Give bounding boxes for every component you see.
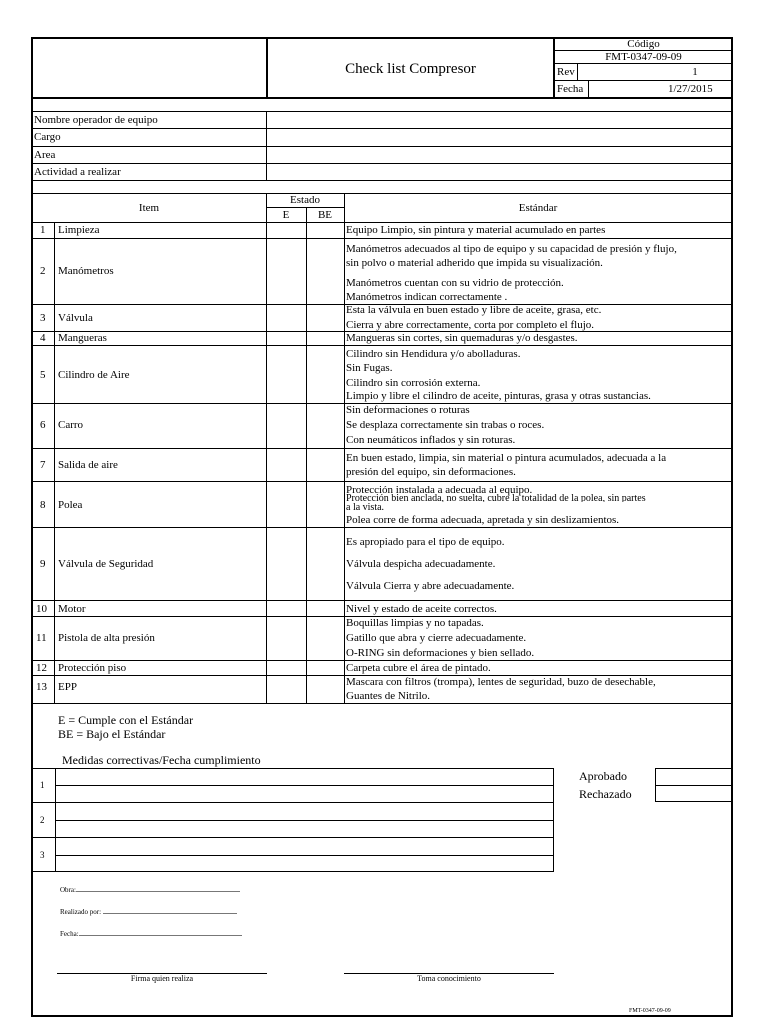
item-standard: Polea corre de forma adecuada, apretada y sin deslizamientos. bbox=[346, 514, 620, 526]
item-name: Manómetros bbox=[58, 265, 114, 277]
table-line bbox=[306, 207, 307, 703]
item-number: 12 bbox=[36, 662, 47, 674]
corrective-field-1[interactable] bbox=[56, 769, 553, 801]
item-standard: Protección instalada a adecuada al equipo. bbox=[346, 484, 533, 496]
table-line bbox=[32, 448, 732, 449]
header-line bbox=[577, 63, 578, 80]
table-line bbox=[32, 600, 732, 601]
item-standard: Sin Fugas. bbox=[346, 362, 393, 374]
fecha-small-label: Fecha: bbox=[60, 930, 79, 938]
item-standard: Carpeta cubre el área de pintado. bbox=[346, 662, 491, 674]
item-standard: Es apropiado para el tipo de equipo. bbox=[346, 536, 505, 548]
item-standard: Con neumáticos inflados y sin roturas. bbox=[346, 434, 516, 446]
item-standard: Se desplaza correctamente sin trabas o roces. bbox=[346, 419, 545, 431]
header-line bbox=[554, 80, 732, 81]
item-number: 9 bbox=[40, 558, 46, 570]
info-label-nombre: Nombre operador de equipo bbox=[34, 114, 158, 126]
aprobado-label: Aprobado bbox=[579, 769, 627, 783]
item-number: 4 bbox=[40, 332, 46, 344]
form-title: Check list Compresor bbox=[345, 61, 476, 77]
item-number: 10 bbox=[36, 603, 47, 615]
table-line bbox=[266, 207, 344, 208]
item-name: Mangueras bbox=[58, 332, 107, 344]
rechazado-label: Rechazado bbox=[579, 787, 632, 801]
realizado-line[interactable] bbox=[103, 913, 237, 914]
item-standard: presión del equipo, sin deformaciones. bbox=[346, 466, 516, 478]
item-number: 8 bbox=[40, 499, 46, 511]
item-name: Polea bbox=[58, 499, 83, 511]
item-name: Salida de aire bbox=[58, 459, 118, 471]
item-number: 6 bbox=[40, 419, 46, 431]
col-header-estado: Estado bbox=[290, 194, 320, 206]
corrective-row-number: 3 bbox=[40, 850, 45, 860]
item-name: Motor bbox=[58, 603, 86, 615]
corrective-row-number: 2 bbox=[40, 815, 45, 825]
item-name: Limpieza bbox=[58, 224, 100, 236]
item-standard: Manómetros cuentan con su vidrio de protección. bbox=[346, 277, 564, 289]
header-line bbox=[588, 80, 589, 97]
item-standard: Esta la válvula en buen estado y libre de aceite, grasa, etc. bbox=[346, 304, 602, 316]
info-field-nombre[interactable] bbox=[268, 112, 731, 128]
corrective-row-number: 1 bbox=[40, 780, 45, 790]
item-standard: Cilindro sin Hendidura y/o abolladuras. bbox=[346, 348, 521, 360]
item-standard: Limpio y libre el cilindro de aceite, pinturas, grasa y otras sustancias. bbox=[346, 390, 651, 402]
item-name: Válvula de Seguridad bbox=[58, 558, 154, 570]
codigo-label: Código bbox=[627, 38, 660, 50]
table-line bbox=[32, 222, 732, 223]
table-line bbox=[266, 111, 267, 180]
table-line bbox=[655, 785, 732, 786]
footer-code: FMT-0347-09-09 bbox=[629, 1008, 671, 1014]
item-standard: Manómetros adecuados al tipo de equipo y su capacidad de presión y flujo, bbox=[346, 243, 677, 255]
legend-be: BE = Bajo el Estándar bbox=[58, 727, 166, 741]
item-standard: Nivel y estado de aceite correctos. bbox=[346, 603, 497, 615]
item-1-be-cell[interactable] bbox=[307, 223, 343, 238]
table-line bbox=[32, 481, 732, 482]
info-field-actividad[interactable] bbox=[268, 164, 731, 180]
info-field-cargo[interactable] bbox=[268, 129, 731, 145]
obra-line[interactable] bbox=[76, 891, 240, 892]
item-name: Pistola de alta presión bbox=[58, 632, 155, 644]
table-line bbox=[32, 527, 732, 528]
item-number: 2 bbox=[40, 265, 46, 277]
item-standard: Válvula despicha adecuadamente. bbox=[346, 558, 496, 570]
info-label-cargo: Cargo bbox=[34, 131, 61, 143]
item-number: 3 bbox=[40, 312, 46, 324]
item-name: EPP bbox=[58, 681, 77, 693]
info-field-area[interactable] bbox=[268, 147, 731, 163]
item-standard: Gatillo que abra y cierre adecuadamente. bbox=[346, 632, 527, 644]
item-standard: Protección bien anclada, no suelta, cubre la totalidad de la polea, sin partes bbox=[346, 493, 646, 502]
item-number: 11 bbox=[36, 632, 47, 644]
corrective-title: Medidas correctivas/Fecha cumplimiento bbox=[62, 753, 261, 767]
item-standard: Sin deformaciones o roturas bbox=[346, 404, 470, 416]
table-line bbox=[32, 180, 732, 181]
item-standard: O-RING sin deformaciones y bien sellado. bbox=[346, 647, 535, 659]
item-name: Carro bbox=[58, 419, 84, 431]
item-standard: Equipo Limpio, sin pintura y material acumulado en partes bbox=[346, 224, 606, 236]
item-name: Protección piso bbox=[58, 662, 127, 674]
col-header-estandar: Estándar bbox=[518, 202, 558, 214]
item-number: 7 bbox=[40, 459, 46, 471]
item-standard: Cilindro sin corrosión externa. bbox=[346, 377, 481, 389]
item-standard: En buen estado, limpia, sin material o pintura acumulados, adecuada a la bbox=[346, 452, 667, 464]
signature-label-right: Toma conocimiento bbox=[417, 974, 481, 983]
item-standard: sin polvo o material adherido que impida su visualización. bbox=[346, 257, 603, 269]
table-line bbox=[32, 193, 732, 194]
item-standard: Mangueras sin cortes, sin quemaduras y/o desgastes. bbox=[346, 332, 578, 344]
header-bottom bbox=[32, 97, 732, 99]
table-line bbox=[32, 660, 732, 661]
fecha-small-line[interactable] bbox=[79, 935, 242, 936]
rev-label: Rev bbox=[557, 66, 575, 78]
item-number: 13 bbox=[36, 681, 47, 693]
signature-label-left: Firma quien realiza bbox=[130, 974, 194, 983]
item-standard: Válvula Cierra y abre adecuadamente. bbox=[346, 580, 515, 592]
item-standard: Guantes de Nitrilo. bbox=[346, 690, 431, 702]
legend-e: E = Cumple con el Estándar bbox=[58, 713, 194, 727]
item-name: Cilindro de Aire bbox=[58, 369, 130, 381]
item-standard: Boquillas limpias y no tapadas. bbox=[346, 617, 484, 629]
col-header-e: E bbox=[282, 209, 290, 221]
item-standard: a la vista. bbox=[346, 502, 385, 510]
fecha-value: 1/27/2015 bbox=[668, 83, 713, 95]
info-label-area: Area bbox=[34, 149, 56, 161]
item-standard: Mascara con filtros (trompa), lentes de seguridad, buzo de desechable, bbox=[346, 676, 656, 688]
item-name: Válvula bbox=[58, 312, 93, 324]
item-standard: Manómetros indican correctamente . bbox=[346, 291, 508, 303]
table-line bbox=[32, 703, 732, 704]
item-1-e-cell[interactable] bbox=[267, 223, 305, 238]
rev-value: 1 bbox=[692, 66, 698, 78]
table-line bbox=[54, 222, 55, 703]
header-line bbox=[554, 63, 732, 64]
realizado-label: Realizado por: bbox=[60, 908, 102, 916]
col-header-be: BE bbox=[317, 209, 333, 221]
obra-label: Obra: bbox=[60, 886, 76, 894]
corrective-field-3[interactable] bbox=[56, 838, 553, 871]
item-standard: Cierra y abre correctamente, corta por completo el flujo. bbox=[346, 319, 594, 331]
corrective-field-2[interactable] bbox=[56, 803, 553, 836]
table-line bbox=[32, 345, 732, 346]
fecha-label: Fecha bbox=[557, 83, 584, 95]
item-number: 5 bbox=[40, 369, 46, 381]
table-line bbox=[32, 238, 732, 239]
col-header-item: Item bbox=[138, 202, 160, 214]
codigo-value: FMT-0347-09-09 bbox=[605, 51, 682, 63]
info-label-actividad: Actividad a realizar bbox=[34, 166, 121, 178]
item-number: 1 bbox=[40, 224, 46, 236]
